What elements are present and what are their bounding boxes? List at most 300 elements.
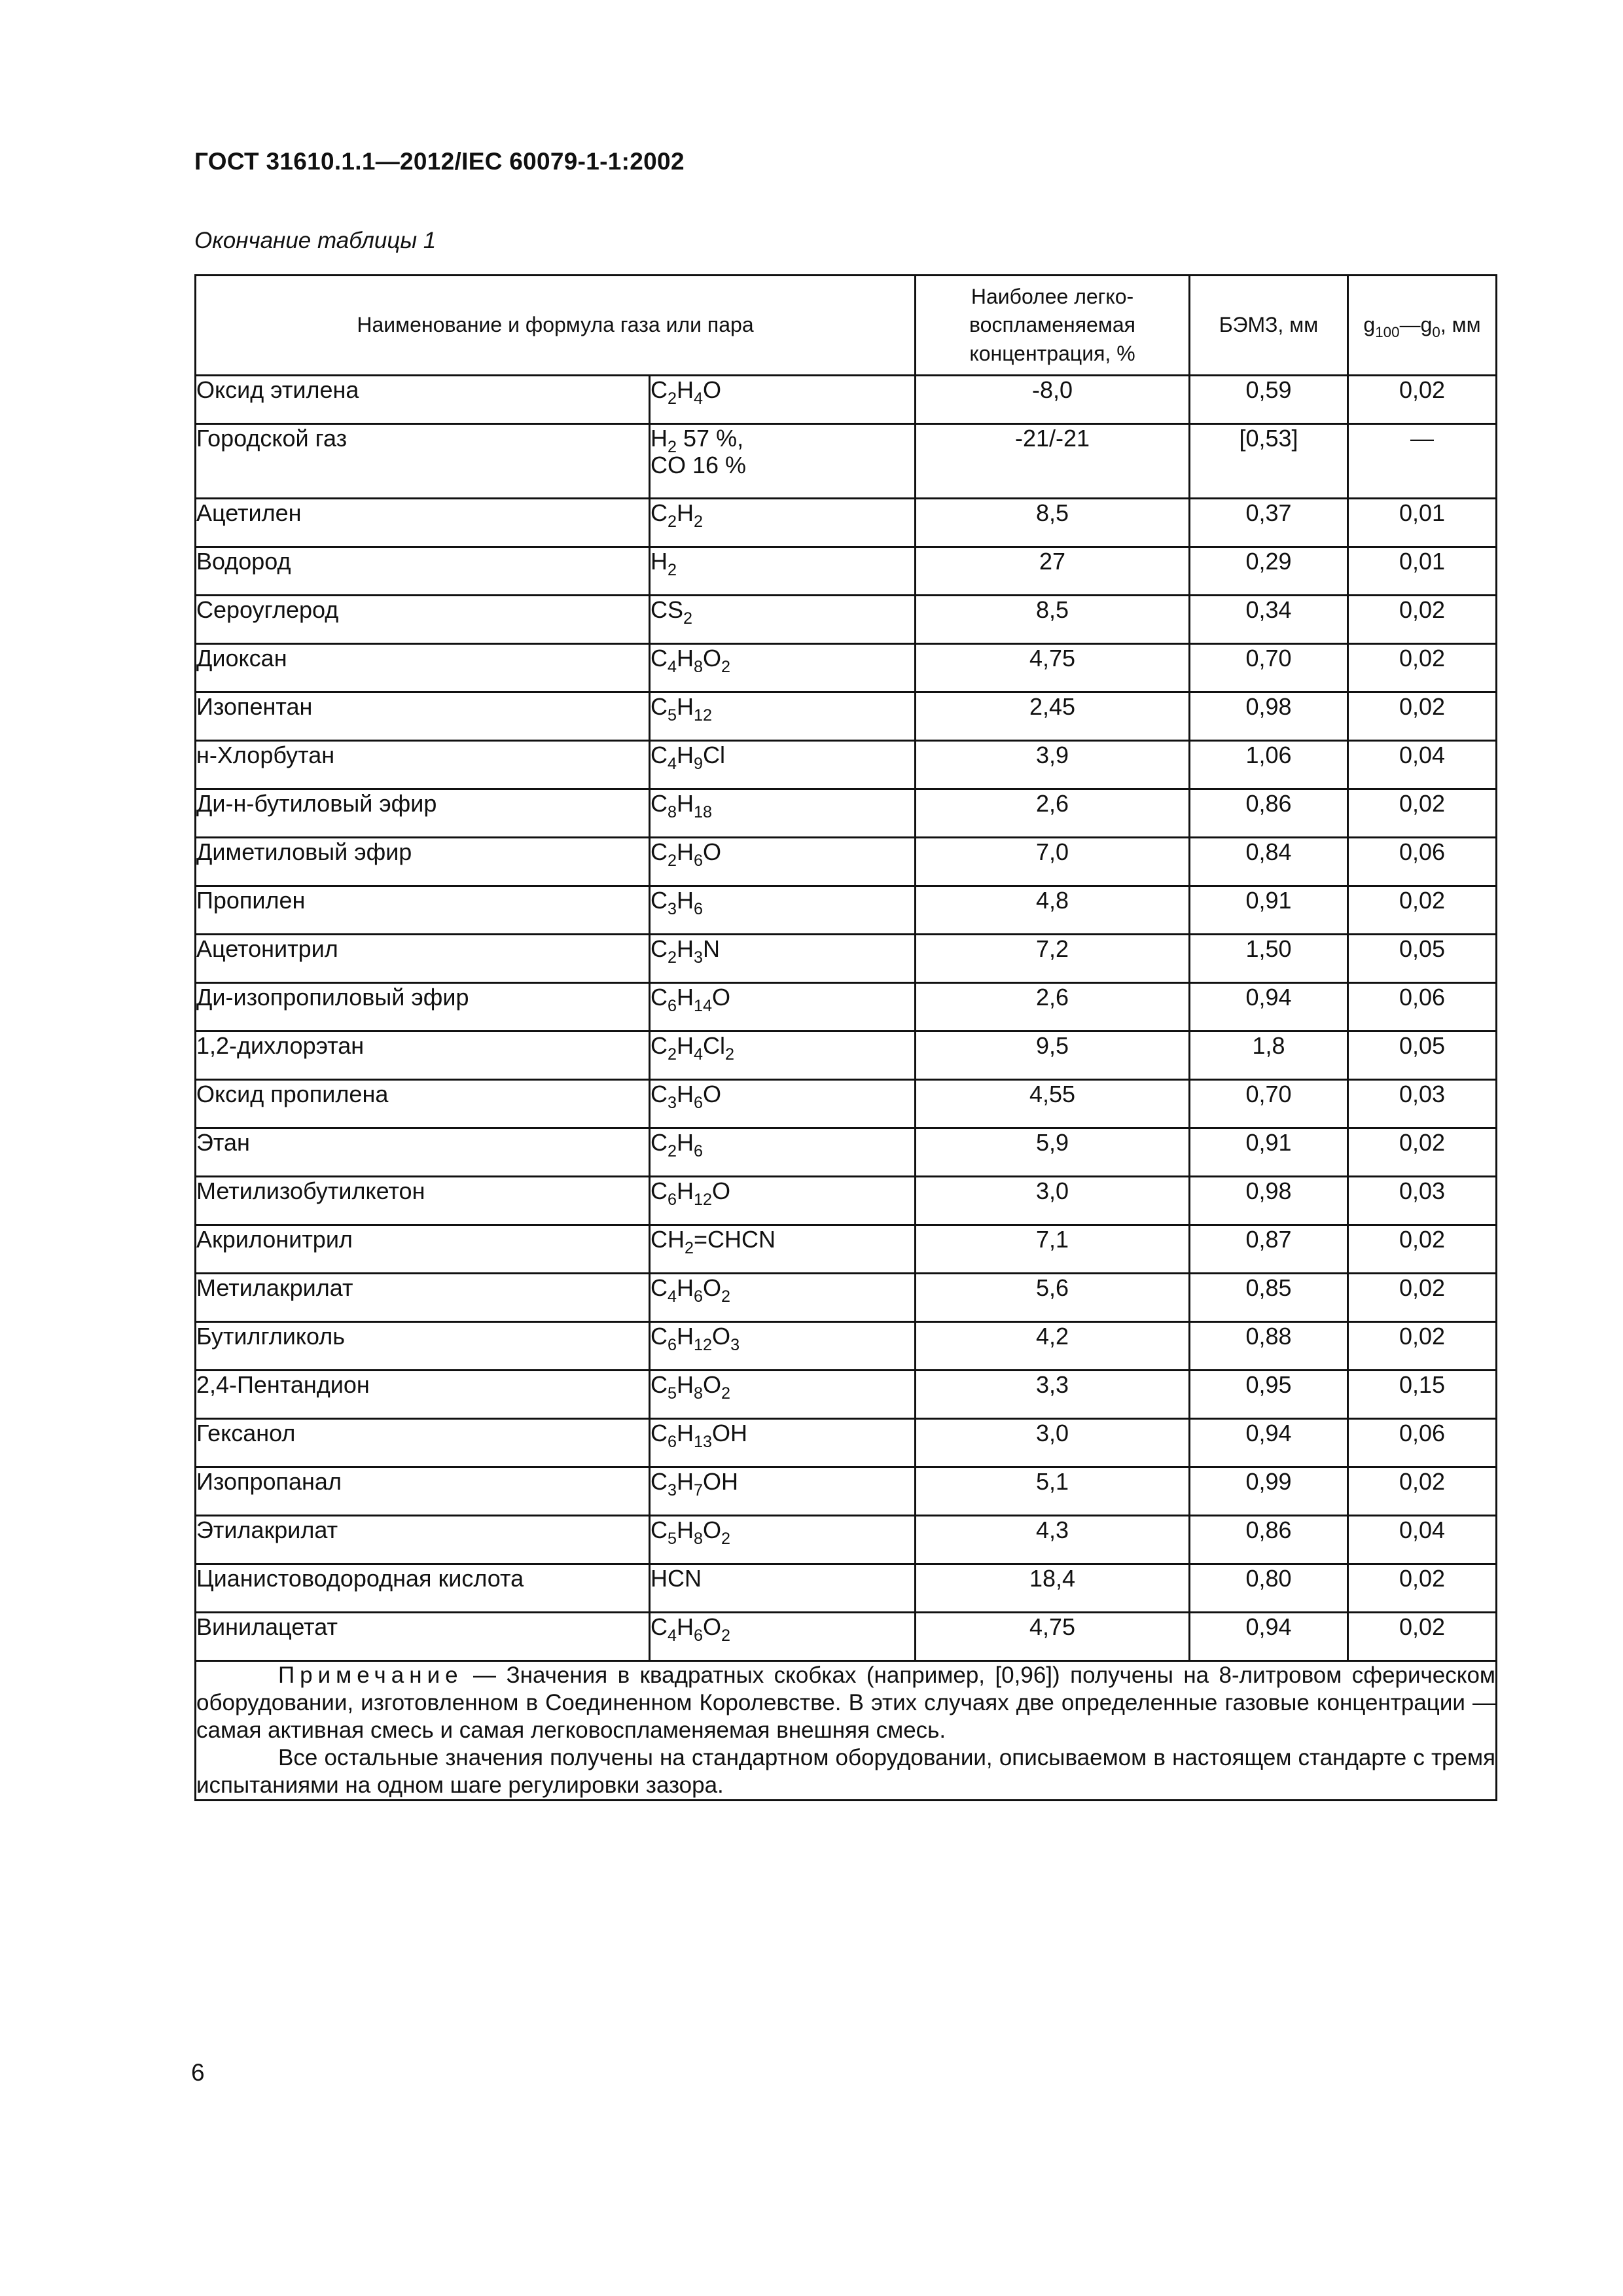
gas-formula	[650, 1177, 916, 1225]
gap-value: 0,03	[1348, 1080, 1497, 1128]
formula-subscript: 2	[668, 512, 677, 531]
formula-text: C	[651, 1274, 668, 1301]
bemz-value: 0,88	[1190, 1322, 1348, 1371]
formula-text: O	[703, 376, 722, 403]
gap-value: 0,02	[1348, 789, 1497, 838]
formula-subscript: 5	[668, 1384, 677, 1403]
bemz-value: 1,06	[1190, 741, 1348, 789]
formula-subscript: 2	[725, 1045, 735, 1064]
formula-text: C	[651, 1032, 668, 1059]
table-row	[196, 1225, 1497, 1274]
concentration-value: 9,5	[916, 1031, 1190, 1080]
concentration-value: 7,1	[916, 1225, 1190, 1274]
gap-value: 0,02	[1348, 644, 1497, 692]
formula-subscript: 2	[694, 512, 704, 531]
gap-value: 0,01	[1348, 547, 1497, 596]
gas-formula	[650, 1322, 916, 1371]
col-header-concentration-line3: концентрация, %	[969, 341, 1135, 365]
col-header-concentration-line2: воспламеняемая	[969, 313, 1135, 337]
gas-name: Ди-изопропиловый эфир	[196, 983, 650, 1031]
formula-text: O	[703, 838, 722, 865]
gas-name: Цианистоводородная кислота	[196, 1564, 650, 1613]
table-row	[196, 692, 1497, 741]
formula-text: O	[712, 984, 731, 1011]
note-paragraph-2: Все остальные значения получены на стандартном оборудовании, описываемом в настоящем стандарте с тремя испытаниями на одном шаге регулировки зазора.	[196, 1745, 1495, 1798]
formula-text: OH	[703, 1468, 739, 1495]
bemz-value: 0,37	[1190, 499, 1348, 547]
formula-subscript: 3	[668, 1480, 677, 1499]
formula-subscript: 2	[685, 1238, 694, 1257]
concentration-value: 4,3	[916, 1516, 1190, 1564]
gas-formula	[650, 1516, 916, 1564]
col-header-concentration-line1: Наиболее легко-	[971, 285, 1134, 309]
table-row	[196, 1031, 1497, 1080]
bemz-value: 0,98	[1190, 692, 1348, 741]
note-text-1: — Значения в квадратных скобках (например, [0,96]) получены на 8-литровом сферическом оборудовании, изготовленном в Соединенном Королевстве. В этих случаях две определенные газовые концентрации — самая активная смесь и самая легковоспламеняемая внешняя смесь.	[196, 1662, 1495, 1743]
bemz-value: 0,86	[1190, 789, 1348, 838]
formula-text: O	[703, 645, 722, 672]
formula-subscript: 6	[694, 899, 704, 918]
gas-table	[194, 274, 1497, 1801]
formula-subscript: 3	[668, 899, 677, 918]
table-row	[196, 1467, 1497, 1516]
bemz-value: 0,94	[1190, 1613, 1348, 1661]
formula-text: C	[651, 838, 668, 865]
concentration-value: 8,5	[916, 596, 1190, 644]
table-row	[196, 1080, 1497, 1128]
table-row	[196, 1516, 1497, 1564]
gap-value: 0,15	[1348, 1371, 1497, 1419]
formula-text: C	[651, 499, 668, 526]
formula-subscript: 6	[668, 1190, 677, 1209]
gap-value: 0,02	[1348, 886, 1497, 935]
formula-text: H	[677, 790, 694, 817]
table-row	[196, 547, 1497, 596]
gas-formula	[650, 1371, 916, 1419]
formula-subscript: 6	[694, 1141, 704, 1160]
formula-text: H	[677, 1420, 694, 1446]
concentration-value: -21/-21	[916, 424, 1190, 499]
formula-text: C	[651, 1516, 668, 1543]
formula-subscript: 2	[721, 1529, 731, 1548]
concentration-value: 4,55	[916, 1080, 1190, 1128]
formula-subscript: 2	[668, 560, 677, 579]
gap-dash-g: —g	[1399, 313, 1433, 337]
table-header-row	[196, 276, 1497, 376]
gap-value: 0,01	[1348, 499, 1497, 547]
table-note	[196, 1661, 1497, 1801]
bemz-value: 1,8	[1190, 1031, 1348, 1080]
bemz-value: 0,34	[1190, 596, 1348, 644]
formula-subscript: 13	[694, 1432, 713, 1451]
formula-text: C	[651, 887, 668, 914]
gap-value: 0,05	[1348, 935, 1497, 983]
gas-name: 1,2-дихлорэтан	[196, 1031, 650, 1080]
gas-formula	[650, 692, 916, 741]
gas-formula	[650, 741, 916, 789]
gas-name: Винилацетат	[196, 1613, 650, 1661]
formula-text: C	[651, 984, 668, 1011]
formula-subscript: 6	[694, 1287, 704, 1306]
gas-formula	[650, 1274, 916, 1322]
page-number: 6	[191, 2059, 205, 2086]
formula-subscript: 2	[668, 1141, 677, 1160]
col-header-name: Наименование и формула газа или пара	[196, 276, 916, 376]
gas-formula	[650, 1419, 916, 1467]
table-row	[196, 499, 1497, 547]
formula-text: H	[677, 887, 694, 914]
gas-name: Ацетилен	[196, 499, 650, 547]
formula-text: O	[712, 1177, 731, 1204]
formula-text: C	[651, 1323, 668, 1350]
formula-text: H	[677, 1371, 694, 1398]
col-header-concentration	[916, 276, 1190, 376]
formula-text: H	[677, 984, 694, 1011]
formula-subscript: 8	[668, 802, 677, 821]
formula-subscript: 3	[730, 1335, 740, 1354]
formula-subscript: 4	[668, 657, 677, 676]
formula-subscript: 5	[668, 1529, 677, 1548]
gas-name: Бутилгликоль	[196, 1322, 650, 1371]
bemz-value: [0,53]	[1190, 424, 1348, 499]
formula-text: H	[677, 1129, 694, 1156]
formula-text: C	[651, 1613, 668, 1640]
table-row	[196, 1322, 1497, 1371]
formula-subscript: 2	[668, 1045, 677, 1064]
table-row	[196, 1128, 1497, 1177]
formula-text: CH	[651, 1226, 685, 1253]
concentration-value: 2,6	[916, 983, 1190, 1031]
formula-text: C	[651, 1371, 668, 1398]
formula-text: C	[651, 1468, 668, 1495]
formula-subscript: 2	[668, 948, 677, 967]
gas-name: Метилизобутилкетон	[196, 1177, 650, 1225]
gas-formula	[650, 886, 916, 935]
gas-formula	[650, 983, 916, 1031]
concentration-value: 18,4	[916, 1564, 1190, 1613]
note-label: Примечание	[278, 1662, 463, 1688]
gas-name: Пропилен	[196, 886, 650, 935]
formula-subscript: 4	[694, 389, 704, 408]
formula-subscript: 6	[668, 1432, 677, 1451]
table-row	[196, 741, 1497, 789]
formula-text: H	[677, 1323, 694, 1350]
gap-value: 0,03	[1348, 1177, 1497, 1225]
document-title: ГОСТ 31610.1.1—2012/IEC 60079-1-1:2002	[194, 148, 685, 175]
gas-name: Гексанол	[196, 1419, 650, 1467]
gap-value: 0,02	[1348, 1613, 1497, 1661]
concentration-value: -8,0	[916, 376, 1190, 424]
formula-subscript: 2	[721, 1626, 731, 1645]
gas-formula	[650, 1128, 916, 1177]
formula-text: C	[651, 1420, 668, 1446]
gap-value: —	[1348, 424, 1497, 499]
formula-text: O	[703, 1371, 722, 1398]
gas-name: Изопропанал	[196, 1467, 650, 1516]
table-row	[196, 1274, 1497, 1322]
bemz-value: 0,87	[1190, 1225, 1348, 1274]
formula-text: H	[677, 742, 694, 768]
gap-value: 0,02	[1348, 1128, 1497, 1177]
gas-formula	[650, 1080, 916, 1128]
table-row	[196, 1371, 1497, 1419]
formula-text: C	[651, 376, 668, 403]
formula-text: H	[677, 499, 694, 526]
bemz-value: 0,99	[1190, 1467, 1348, 1516]
formula-text: 57 %,	[677, 425, 744, 452]
formula-subscript: 6	[668, 996, 677, 1015]
concentration-value: 4,75	[916, 644, 1190, 692]
gas-name: н-Хлорбутан	[196, 741, 650, 789]
gas-name: 2,4-Пентандион	[196, 1371, 650, 1419]
gap-value: 0,02	[1348, 692, 1497, 741]
formula-subscript: 3	[668, 1093, 677, 1112]
table-row	[196, 886, 1497, 935]
formula-text: C	[651, 693, 668, 720]
gas-formula	[650, 1564, 916, 1613]
bemz-value: 0,95	[1190, 1371, 1348, 1419]
formula-text: Cl	[703, 742, 726, 768]
concentration-value: 27	[916, 547, 1190, 596]
formula-text: C	[651, 790, 668, 817]
formula-text: Cl	[703, 1032, 726, 1059]
gas-name: Сероуглерод	[196, 596, 650, 644]
formula-subscript: 4	[694, 1045, 704, 1064]
bemz-value: 0,91	[1190, 1128, 1348, 1177]
bemz-value: 0,86	[1190, 1516, 1348, 1564]
bemz-value: 0,59	[1190, 376, 1348, 424]
bemz-value: 0,91	[1190, 886, 1348, 935]
gas-name: Метилакрилат	[196, 1274, 650, 1322]
formula-line	[651, 452, 914, 478]
concentration-value: 5,9	[916, 1128, 1190, 1177]
gas-formula	[650, 424, 916, 499]
gas-name: Ацетонитрил	[196, 935, 650, 983]
formula-subscript: 2	[683, 609, 693, 628]
gas-name: Городской газ	[196, 424, 650, 499]
table-row	[196, 983, 1497, 1031]
gap-value: 0,06	[1348, 1419, 1497, 1467]
gas-formula	[650, 644, 916, 692]
concentration-value: 7,0	[916, 838, 1190, 886]
concentration-value: 2,45	[916, 692, 1190, 741]
formula-text: C	[651, 1129, 668, 1156]
gap-unit: , мм	[1440, 313, 1481, 337]
gap-value: 0,02	[1348, 1564, 1497, 1613]
table-row	[196, 789, 1497, 838]
formula-subscript: 3	[694, 948, 704, 967]
formula-subscript: 2	[721, 1384, 731, 1403]
formula-subscript: 2	[668, 437, 677, 456]
formula-text: H	[677, 1516, 694, 1543]
formula-subscript: 4	[668, 1287, 677, 1306]
gap-sub-0: 0	[1432, 324, 1440, 341]
formula-text: OH	[712, 1420, 748, 1446]
formula-text: H	[677, 838, 694, 865]
formula-subscript: 8	[694, 1529, 704, 1548]
table-row	[196, 596, 1497, 644]
gas-formula	[650, 547, 916, 596]
gap-value: 0,02	[1348, 1225, 1497, 1274]
formula-subscript: 12	[694, 1335, 713, 1354]
concentration-value: 3,0	[916, 1419, 1190, 1467]
formula-subscript: 2	[721, 657, 731, 676]
table-row	[196, 644, 1497, 692]
concentration-value: 3,3	[916, 1371, 1190, 1419]
table-row	[196, 424, 1497, 499]
concentration-value: 4,75	[916, 1613, 1190, 1661]
formula-text: O	[703, 1613, 722, 1640]
concentration-value: 5,1	[916, 1467, 1190, 1516]
gas-formula	[650, 596, 916, 644]
formula-subscript: 7	[694, 1480, 704, 1499]
formula-line	[651, 425, 914, 456]
formula-text: H	[677, 1468, 694, 1495]
gas-name: Диметиловый эфир	[196, 838, 650, 886]
bemz-value: 0,85	[1190, 1274, 1348, 1322]
gap-value: 0,02	[1348, 1467, 1497, 1516]
gap-value: 0,05	[1348, 1031, 1497, 1080]
gap-value: 0,04	[1348, 1516, 1497, 1564]
bemz-value: 1,50	[1190, 935, 1348, 983]
formula-text: CS	[651, 596, 684, 623]
gap-value: 0,06	[1348, 983, 1497, 1031]
table-row	[196, 838, 1497, 886]
formula-text: H	[677, 1177, 694, 1204]
gas-formula	[650, 1613, 916, 1661]
formula-subscript: 4	[668, 754, 677, 773]
gas-formula	[650, 789, 916, 838]
formula-subscript: 14	[694, 996, 713, 1015]
concentration-value: 3,9	[916, 741, 1190, 789]
bemz-value: 0,98	[1190, 1177, 1348, 1225]
formula-text: C	[651, 645, 668, 672]
gas-formula	[650, 838, 916, 886]
formula-subscript: 6	[694, 1093, 704, 1112]
formula-subscript: 6	[668, 1335, 677, 1354]
bemz-value: 0,94	[1190, 983, 1348, 1031]
formula-text: O	[703, 1081, 722, 1107]
formula-subscript: 2	[668, 389, 677, 408]
gas-name: Диоксан	[196, 644, 650, 692]
formula-subscript: 12	[694, 1190, 713, 1209]
formula-subscript: 6	[694, 851, 704, 870]
gas-formula	[650, 1225, 916, 1274]
gap-value: 0,02	[1348, 596, 1497, 644]
formula-text: C	[651, 742, 668, 768]
gas-formula	[650, 1031, 916, 1080]
formula-text: C	[651, 1177, 668, 1204]
gap-sub-100: 100	[1375, 324, 1400, 341]
gap-value: 0,02	[1348, 1274, 1497, 1322]
formula-text: H	[677, 645, 694, 672]
gas-formula	[650, 376, 916, 424]
formula-subscript: 8	[694, 1384, 704, 1403]
formula-subscript: 6	[694, 1626, 704, 1645]
formula-subscript: 12	[694, 706, 713, 725]
table-row	[196, 1564, 1497, 1613]
formula-subscript: 4	[668, 1626, 677, 1645]
bemz-value: 0,84	[1190, 838, 1348, 886]
col-header-bemz: БЭМЗ, мм	[1190, 276, 1348, 376]
formula-text: O	[703, 1516, 722, 1543]
gas-formula	[650, 499, 916, 547]
formula-text: C	[651, 935, 668, 962]
gap-value: 0,02	[1348, 1322, 1497, 1371]
formula-subscript: 5	[668, 706, 677, 725]
table-row	[196, 376, 1497, 424]
table-row	[196, 1613, 1497, 1661]
concentration-value: 4,2	[916, 1322, 1190, 1371]
gap-g: g	[1363, 313, 1376, 337]
formula-text: HCN	[651, 1565, 702, 1592]
formula-subscript: 18	[694, 802, 713, 821]
concentration-value: 3,0	[916, 1177, 1190, 1225]
table-body	[196, 376, 1497, 1801]
gas-name: Акрилонитрил	[196, 1225, 650, 1274]
formula-subscript: 8	[694, 657, 704, 676]
formula-text: H	[677, 376, 694, 403]
gas-name: Этилакрилат	[196, 1516, 650, 1564]
formula-subscript: 9	[694, 754, 704, 773]
bemz-value: 0,70	[1190, 644, 1348, 692]
table-row	[196, 1419, 1497, 1467]
concentration-value: 4,8	[916, 886, 1190, 935]
formula-text: =CHCN	[694, 1226, 776, 1253]
gap-value: 0,06	[1348, 838, 1497, 886]
formula-text: H	[677, 693, 694, 720]
concentration-value: 8,5	[916, 499, 1190, 547]
concentration-value: 7,2	[916, 935, 1190, 983]
bemz-value: 0,94	[1190, 1419, 1348, 1467]
formula-subscript: 2	[721, 1287, 731, 1306]
gas-name: Оксид этилена	[196, 376, 650, 424]
gap-value: 0,04	[1348, 741, 1497, 789]
gas-name: Оксид пропилена	[196, 1080, 650, 1128]
gap-value: 0,02	[1348, 376, 1497, 424]
gas-formula	[650, 935, 916, 983]
formula-text: H	[677, 935, 694, 962]
note-row	[196, 1661, 1497, 1801]
gas-name: Ди-н-бутиловый эфир	[196, 789, 650, 838]
concentration-value: 5,6	[916, 1274, 1190, 1322]
table-row	[196, 1177, 1497, 1225]
formula-text: H	[677, 1613, 694, 1640]
formula-text: N	[703, 935, 721, 962]
col-header-gap	[1348, 276, 1497, 376]
gas-name: Изопентан	[196, 692, 650, 741]
bemz-value: 0,80	[1190, 1564, 1348, 1613]
formula-subscript: 2	[668, 851, 677, 870]
concentration-value: 2,6	[916, 789, 1190, 838]
formula-text: H	[677, 1274, 694, 1301]
formula-text: H	[677, 1081, 694, 1107]
gas-name: Этан	[196, 1128, 650, 1177]
formula-text: O	[712, 1323, 731, 1350]
formula-text: H	[651, 425, 668, 452]
bemz-value: 0,70	[1190, 1080, 1348, 1128]
formula-text: O	[703, 1274, 722, 1301]
gas-formula	[650, 1467, 916, 1516]
formula-text: CO 16 %	[651, 452, 747, 479]
formula-text: C	[651, 1081, 668, 1107]
formula-text: H	[677, 1032, 694, 1059]
gas-name: Водород	[196, 547, 650, 596]
note-paragraph-1	[196, 1662, 1495, 1744]
bemz-value: 0,29	[1190, 547, 1348, 596]
table-row	[196, 935, 1497, 983]
table-caption: Окончание таблицы 1	[194, 228, 437, 253]
